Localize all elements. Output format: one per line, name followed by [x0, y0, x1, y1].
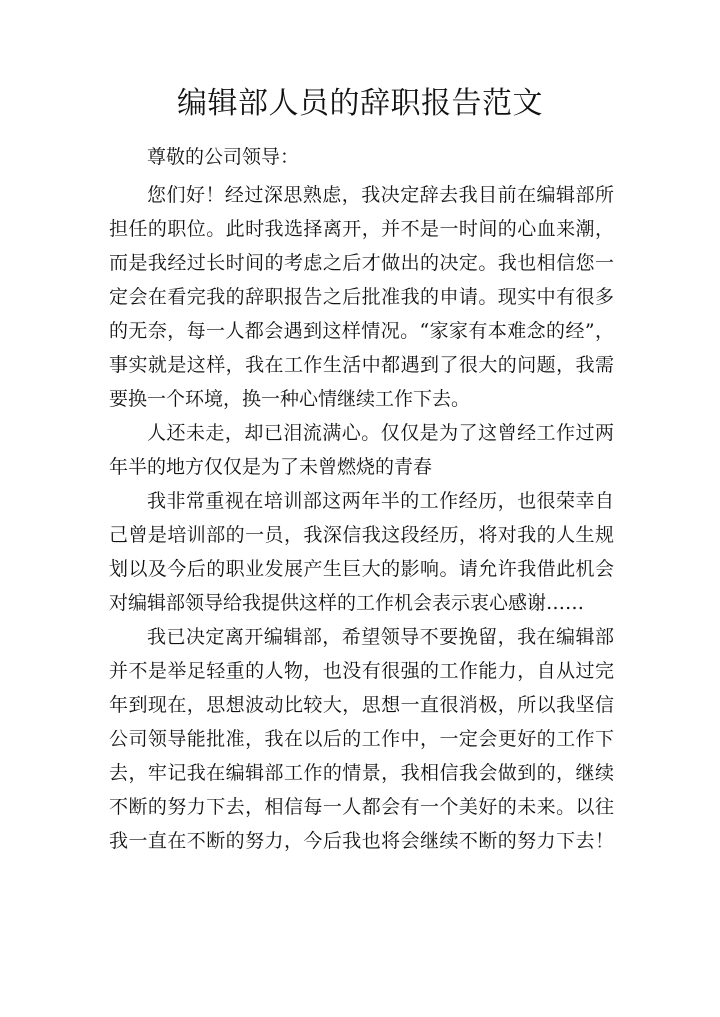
paragraph-line: 年半的地方仅仅是为了未曾燃烧的青春	[109, 456, 433, 478]
paragraph-line: 人还未走，却已泪流满心。仅仅是为了这曾经工作过两	[147, 422, 614, 444]
paragraph-line: 年到现在，思想波动比较大，思想一直很消极，所以我坚信	[109, 694, 614, 716]
paragraph-line: 而是我经过长时间的考虑之后才做出的决定。我也相信您一	[109, 252, 614, 274]
salutation: 尊敬的公司领导：	[147, 146, 300, 168]
paragraph-line: 去，牢记我在编辑部工作的情景，我相信我会做到的，继续	[109, 762, 614, 784]
paragraph-line: 并不是举足轻重的人物，也没有很强的工作能力，自从过完	[109, 660, 614, 682]
paragraph-line: 要换一个环境，换一种心情继续工作下去。	[109, 388, 471, 410]
paragraph-3	[109, 484, 614, 620]
paragraph-line: 的无奈，每一人都会遇到这样情况。“家家有本难念的经”，	[109, 320, 614, 342]
paragraph-line: 您们好！经过深思熟虑，我决定辞去我目前在编辑部所	[147, 184, 614, 206]
paragraph-line: 不断的努力下去，相信每一人都会有一个美好的未来。以往	[109, 796, 614, 818]
paragraph-line: 划以及今后的职业发展产生巨大的影响。请允许我借此机会	[109, 558, 614, 580]
paragraph-2	[109, 416, 614, 484]
document-body	[109, 140, 614, 858]
paragraph-line: 公司领导能批准，我在以后的工作中，一定会更好的工作下	[109, 728, 614, 750]
paragraph-line: 我非常重视在培训部这两年半的工作经历，也很荣幸自	[147, 490, 614, 512]
paragraph-line: 对编辑部领导给我提供这样的工作机会表示衷心感谢……	[109, 592, 585, 614]
paragraph-line: 事实就是这样，我在工作生活中都遇到了很大的问题，我需	[109, 354, 614, 376]
paragraph-line: 我已决定离开编辑部，希望领导不要挽留，我在编辑部	[147, 626, 614, 648]
paragraph-line: 己曾是培训部的一员，我深信我这段经历，将对我的人生规	[109, 524, 614, 546]
paragraph-line: 担任的职位。此时我选择离开，并不是一时间的心血来潮，	[109, 218, 614, 240]
paragraph-line: 我一直在不断的努力，今后我也将会继续不断的努力下去！	[109, 830, 614, 852]
paragraph-1	[109, 178, 614, 416]
paragraph-line: 定会在看完我的辞职报告之后批准我的申请。现实中有很多	[109, 286, 614, 308]
document-title: 编辑部人员的辞职报告范文	[177, 86, 543, 121]
paragraph-4	[109, 620, 614, 858]
